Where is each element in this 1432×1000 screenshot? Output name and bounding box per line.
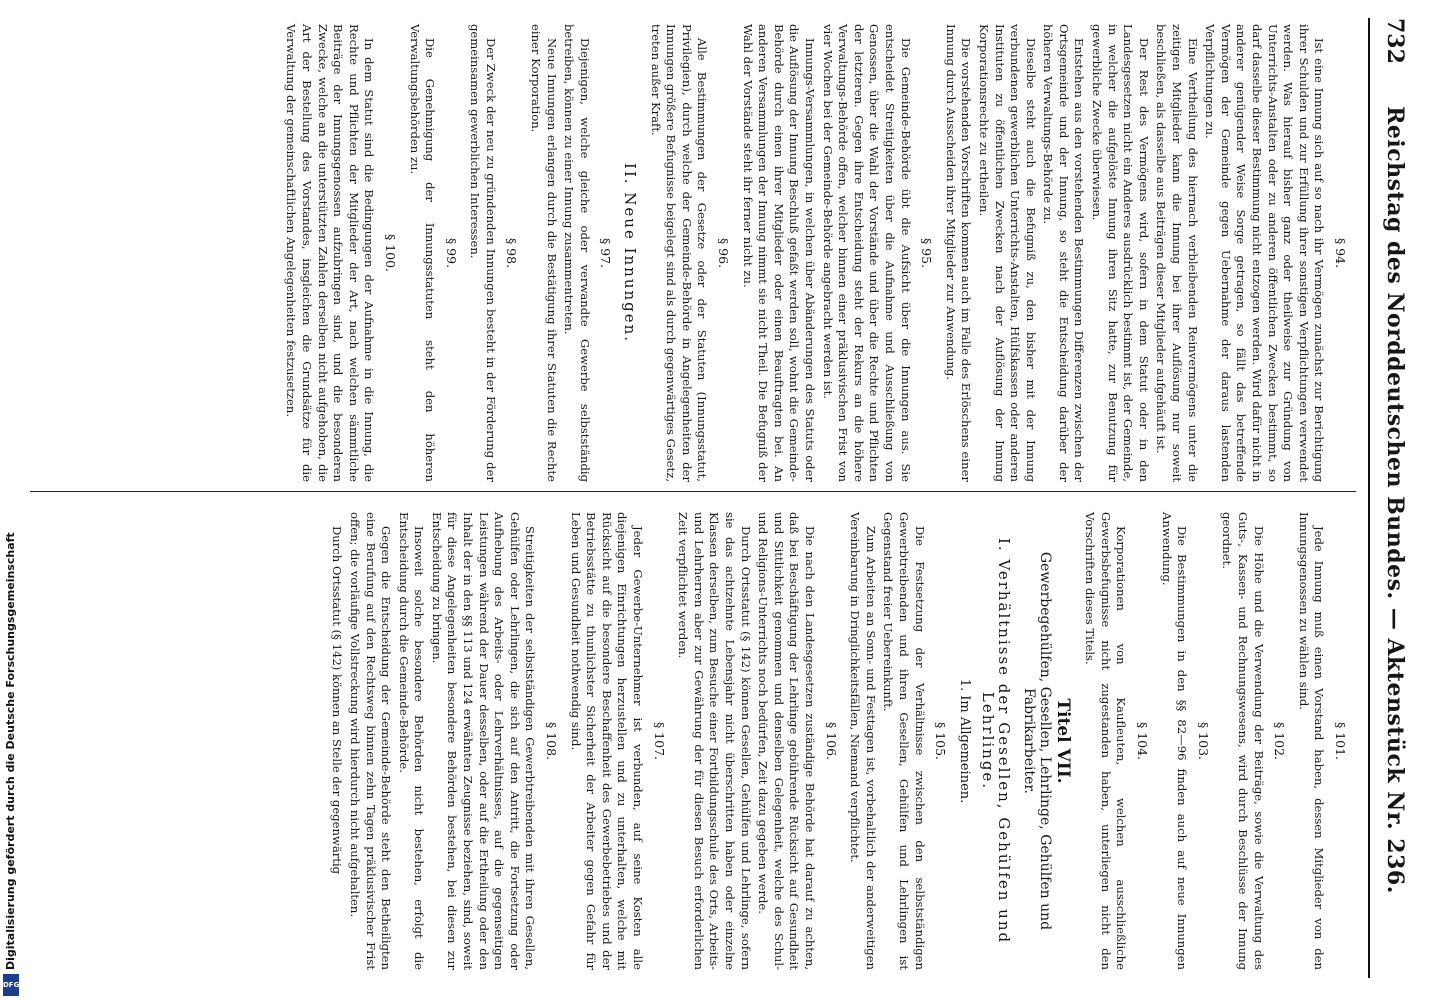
- left-paragraph: In dem Statut sind die Bedingungen der Aufnahme in die Innung, die Rechte und Pflichten der Mitglieder der Art, nach welchen sämmtliche Beiträge der Innungsgenossen aufzubringen sind, und die besonderen Zwecke, welche an die unterstützten Zahlen derselben nicht aufgehoben, die Art der Bestellung des Vorstandes, insgleichen die Grundsätze für die Verwaltung der gemeinschaftlichen Angelegenheiten festzusetzen.: [284, 24, 377, 482]
- right-paragraph: Die nach den Landesgesetzen zuständige Behörde hat darauf zu achten, daß bei Beschäftigung der Lehrlinge gebührende Rücksicht auf Gesundheit und Sittlichkeit genommen und denselben Gelegenheit, welche des Schul- und Religions-Unterrichts noch bedürfen, Zeit dazu gegeben werde.: [756, 512, 817, 970]
- left-paragraph: Die Genehmigung der Innungsstatuten steht den höheren Verwaltungsbehörden zu.: [407, 24, 438, 482]
- digitization-credit-strip: [0, 0, 22, 1000]
- left-section-heading: § 100.: [382, 233, 398, 273]
- left-paragraph: Der Zweck der neu zu gründenden Innungen besteht in der Förderung der gemeinsamen gewerblichen Interessen.: [468, 24, 498, 482]
- right-paragraph: Jede Innung muß einen Vorstand haben, dessen Mitglieder von den Innungsgenossen zu wählen sind.: [1296, 512, 1327, 970]
- column-divider: [30, 491, 1356, 492]
- left-column: [281, 24, 1356, 482]
- left-chapter-heading: II. Neue Innungen.: [621, 162, 640, 344]
- digitization-credit: Digitalisierung gefördert durch die Deutsche Forschungsgemeinschaft: [4, 532, 17, 970]
- right-title-subheading: Gewerbegehülfen, Gesellen, Lehrlinge, Gehülfen und Fabrikarbeiter.: [1021, 551, 1054, 931]
- right-section-heading: § 104.: [1135, 721, 1151, 761]
- right-paragraph: Korporationen von Kaufleuten, welchen ausschließliche Gewerbsbefugnisse nicht zugestanden haben, unterliegen nicht den Vorschriften dieses Titels.: [1083, 512, 1129, 970]
- left-paragraph: Der Rest des Vermögens wird, sofern in dem Statut oder in den Landesgesetzen nicht ein Anderes ausdrücklich bestimmt ist, der Gemeinde, in welcher die aufgelöste Innung ihren Sitz hatte, zur Benutzung für gewerbliche Zwecke überwiesen.: [1090, 24, 1151, 482]
- left-section-heading: § 96.: [716, 237, 732, 269]
- left-paragraph: Innungs-Versammlungen, in welchen über Abänderungen des Statuts oder die Auflösung der Innung Beschluß gefaßt werden soll, wohnt die Gemeinde-Behörde durch einen ihrer Mitglieder oder einen Beauftragten bei. An anderen Versammlungen der Innung nimmt sie nicht Theil. Die Befugniß der Wahl der Vorstände steht ihr ferner nicht zu.: [740, 24, 817, 482]
- left-paragraph: Diejenigen, welche gleiche oder verwandte Gewerbe selbstständig betreiben, können zu einer Innung zusammentreten.: [562, 24, 592, 482]
- right-paragraph: Zum Arbeiten an Sonn- und Festtagen ist, vorbehaltlich der anderweitigen Vereinbarung in Dringlichkeitsfällen, Niemand verpflichtet.: [848, 512, 878, 970]
- right-paragraph: Gegen die Entscheidung der Gemeinde-Behörde steht den Betheiligten eine Berufung auf den Rechtsweg binnen zehn Tagen präklusivischer Frist offen; die vorläufige Vollstreckung wird hierdurch nicht aufgehalten.: [347, 512, 394, 970]
- left-paragraph: Neue Innungen erlangen durch die Bestätigung ihrer Statuten die Rechte einer Korporation.: [529, 24, 559, 482]
- left-paragraph: Eine Vertheilung des hiernach verbleibenden Reinvermögens unter die zeitigen Mitglieder kann die Innung bei ihrer Auflösung nur soweit beschließen, als dasselbe aus Beiträgen dieser Mitglieder aufgehäuft ist.: [1154, 24, 1200, 482]
- right-paragraph: Durch Ortsstatut (§ 142) können Gesellen, Gehülfen und Lehrlinge, sofern sie das achtzehnte Lebensjahr nicht überschritten haben oder einzelne Klassen derselben, zum Besuche einer Fortbildungsschule des Orts, Arbeits- und Lehrherren aber zur Gewährung der für diesen Besuch erforderlichen Zeit verpflichtet werden.: [676, 512, 753, 970]
- left-paragraph: Entstehen aus den vorstehenden Bestimmungen Differenzen zwischen der Ortsgemeinde und der Innung, so steht die Entscheidung darüber der höheren Verwaltungs-Behörde zu.: [1041, 24, 1087, 482]
- right-title-heading: Titel VII.: [1052, 698, 1073, 784]
- left-section-heading: § 98.: [504, 237, 520, 269]
- right-chapter-heading: I. Verhältnisse der Gesellen, Gehülfen und Lehrlinge.: [979, 537, 1013, 945]
- right-paragraph: Durch Ortsstatut (§ 142) können an Stelle der gegenwärtig: [330, 526, 345, 875]
- left-paragraph: Ist eine Innung sich auf so nach ihr Vermögen zunächst zur Berichtigung ihrer Schulden und zur Erfüllung ihrer sonstigen Verpflichtungen verwendet werden. Was hierauf bisher ganz oder theilweise zur Gründung von Unterrichts-Anstalten oder zu anderen öffentlichen Zwecken bestimmt, so darf dasselbe dieser Bestimmung nicht entzogen werden. Wird dafür nicht in anderer genügender Weise Sorge getragen, so fällt das betreffende Vermögen der Gemeinde gegen Uebernahme der daraus lastenden Verpflichtungen zu.: [1203, 24, 1327, 482]
- left-paragraph: Die vorstehenden Vorschriften kommen auch im Falle des Erlöschens einer Innung durch Ausscheiden ihrer Mitglieder zur Anwendung.: [943, 24, 974, 482]
- right-paragraph: Streitigkeiten der selbstständigen Gewerbtreibenden mit ihren Gesellen, Gehülfen oder Lehrlingen, die sich auf den Antritt, die Fortsetzung oder Aufhebung des Arbeits- oder Lehrverhältnisses, auf die gegenseitigen Leistungen während der Dauer desselben, oder auf die Ertheilung oder den Inhalt der in den §§ 113 und 124 erwähnten Zeugnisse beziehen, sind, soweit für diese Angelegenheiten besondere Behörden bestehen, bei diesen zur Entscheidung zu bringen.: [429, 512, 538, 970]
- left-paragraph: Dieselbe steht auch die Befugniß zu, den bisher mit der Innung verbundenen gewerblichen Unterrichts-Anstalten, Hülfskassen oder anderen Instituten zu öffentlichen Zwecken nach der Auflösung der Innung Korporationsrechte zu ertheilen.: [976, 24, 1038, 482]
- right-section-heading: § 106.: [823, 721, 839, 761]
- left-section-heading: § 99.: [443, 237, 459, 269]
- right-paragraph: Die Höhe und die Verwendung der Beiträge, sowie die Verwaltung des Guts-, Kassen- und Rechnungswesens, wird durch Beschlüsse der Innung geordnet.: [1220, 512, 1266, 970]
- dfg-logo: DFG: [3, 974, 19, 996]
- running-title: Reichstag des Norddeutschen Bundes. — Aktenstück Nr. 236.: [1382, 106, 1408, 894]
- right-paragraph: Insoweit solche besondere Behörden nicht bestehen, erfolgt die Entscheidung durch die Gemeinde-Behörde.: [396, 512, 427, 970]
- left-section-heading: § 97.: [598, 237, 614, 269]
- right-paragraph: Jeder Gewerbe-Unternehmer ist verbunden, auf seine Kosten alle diejenigen Einrichtungen herzustellen und zu unterhalten, welche mit Rücksicht auf die besondere Beschaffenheit des Gewerbebetriebes und der Betriebsstätte zu thunlichster Sicherheit der Arbeiter gegen Gefahr für Leben und Gesundheit nothwendig sind.: [568, 512, 646, 970]
- right-section-heading: § 101.: [1333, 721, 1348, 761]
- header-rule: [1368, 18, 1370, 978]
- right-subsection-heading: 1. Im Allgemeinen.: [956, 678, 972, 804]
- right-column: [327, 512, 1356, 970]
- left-paragraph: Alle Bestimmungen der Gesetze oder der Statuten (Innungsstatut, Privilegien), durch welche der Gemeinde-Behörde in Angelegenheiten der Innungen größere Befugnisse beigelegt sind als durch gegenwärtiges Gesetz, treten außer Kraft.: [648, 24, 710, 482]
- right-paragraph: Die Bestimmungen in den §§ 82—96 finden auch auf neue Innungen Anwendung.: [1159, 512, 1190, 970]
- right-section-heading: § 108.: [544, 721, 560, 761]
- right-section-heading: § 102.: [1272, 721, 1288, 761]
- left-section-heading: § 94.: [1333, 237, 1348, 269]
- right-paragraph: Die Festsetzung der Verhältnisse zwischen den selbstständigen Gewerbtreibenden und ihren Gesellen, Gehülfen und Lehrlingen ist Gegenstand freier Uebereinkunft.: [881, 512, 927, 970]
- left-section-heading: § 95.: [919, 237, 935, 269]
- right-section-heading: § 107.: [651, 721, 667, 761]
- right-section-heading: § 103.: [1195, 721, 1211, 761]
- page-number: 732: [1382, 18, 1408, 64]
- left-paragraph: Die Gemeinde-Behörde übt die Aufsicht über die Innungen aus. Sie entscheidet Streitigkeiten über die Aufnahme und Ausschließung von Genossen, über die Wahl der Vorstände und über die Rechte und Pflichten der letzteren. Gegen ihre Entscheidung steht der Rekurs an die höhere Verwaltungs-Behörde offen, welcher binnen einer präklusivischen Frist von vier Wochen bei der Gemeinde-Behörde angebracht werden ist.: [820, 24, 913, 482]
- right-section-heading: § 105.: [933, 721, 949, 761]
